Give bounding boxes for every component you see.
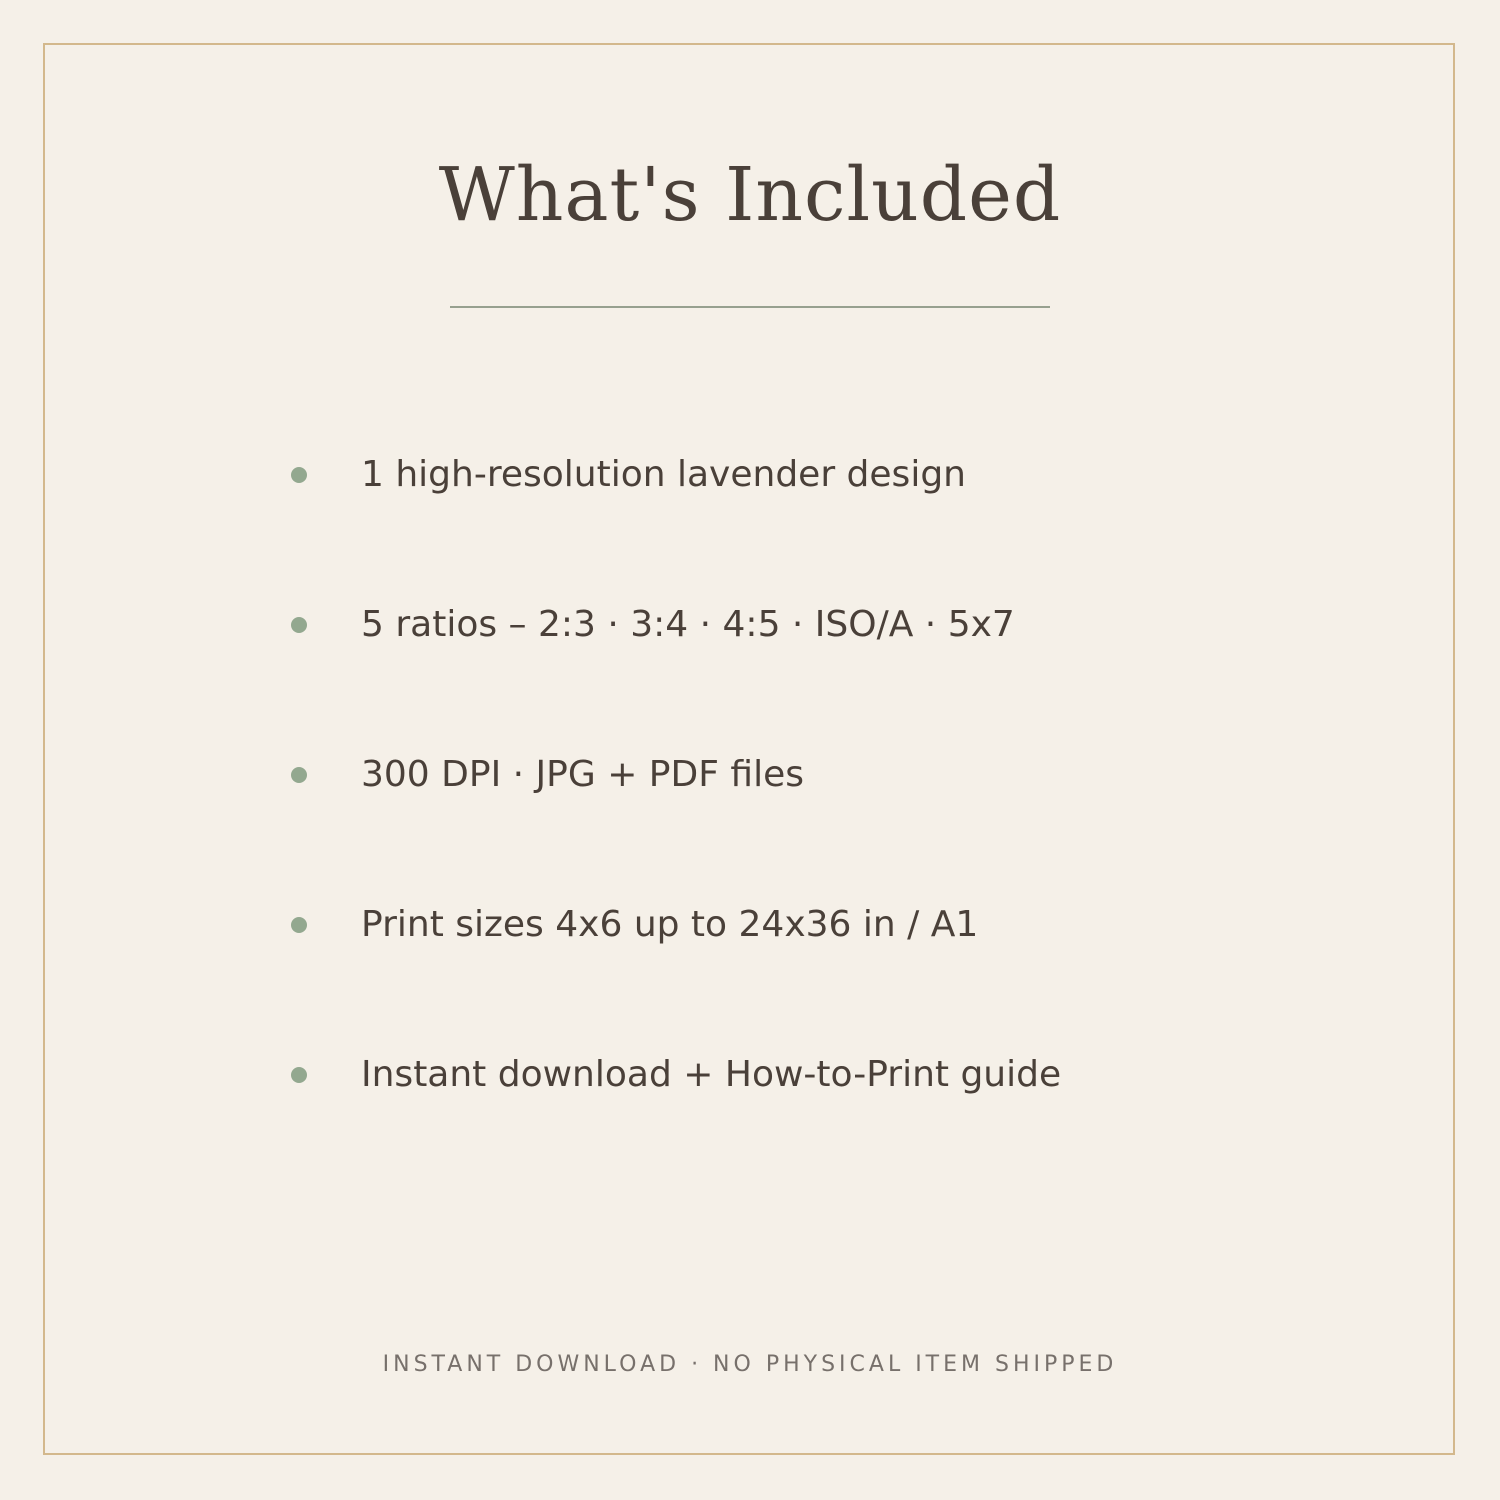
list-item (291, 445, 1291, 505)
bullet-icon (291, 617, 307, 633)
page-title: What's Included (438, 152, 1062, 238)
list-item (291, 595, 1291, 655)
list-item-label: Print sizes 4x6 up to 24x36 in / A1 (361, 904, 979, 945)
bullet-icon (291, 467, 307, 483)
bullet-icon (291, 1067, 307, 1083)
bullet-icon (291, 767, 307, 783)
list-item (291, 895, 1291, 955)
list-item-label: 5 ratios – 2:3 · 3:4 · 4:5 · ISO/A · 5x7 (361, 604, 1015, 645)
list-item-label: Instant download + How-to-Print guide (361, 1054, 1062, 1095)
list-item-label: 1 high-resolution lavender design (361, 454, 966, 495)
bullet-icon (291, 917, 307, 933)
list-item (291, 745, 1291, 805)
list-item-label: 300 DPI · JPG + PDF files (361, 754, 804, 795)
list-item (291, 1045, 1291, 1105)
footer-note: INSTANT DOWNLOAD · NO PHYSICAL ITEM SHIPPED (382, 1352, 1118, 1377)
